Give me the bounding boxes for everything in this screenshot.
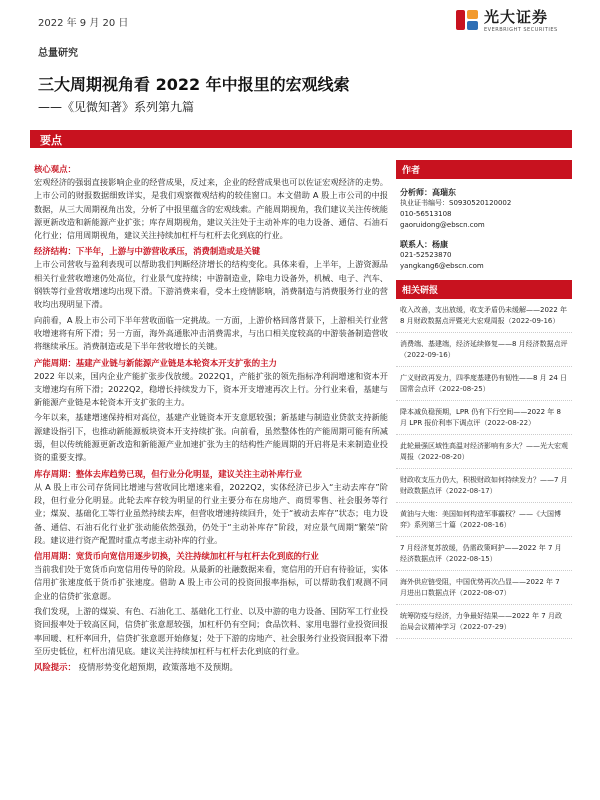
core-view-paragraph: 宏观经济的强弱直接影响企业的经营成果，反过来，企业的经营成果也可以佐证宏观经济的走势。上市公司的财报数据细致详实，是我们观察微观结构的较佳窗口。本文借助 A 股上市公司的中报数据，从三大周期视角出发，分析了中报里蕴含的宏观线索。产能周期视角，我们建议关注传统能源更新改造和新能源产业扩张；库存周期视角，建议关注处于主动补库的电力设备、通信、石油石化行业；信用周期视角，建议关注持续加杠杆与杠杆去化到底的行业。 [34, 177, 388, 241]
related-report-item[interactable]: 黄油与大炮：美国如何构造军事霸权？——《大国博弈》系列第三十篇（2022-08-16） [396, 503, 572, 537]
related-report-item[interactable]: 消费端、基建端，经济延续修复——8 月经济数据点评（2022-09-16） [396, 333, 572, 367]
capacity-cycle-paragraph-1: 2022 年以来，国内企业产能扩张步伐放缓。2022Q1，产能扩张的领先指标净利润增速和资本开支增速均有所下滑；2022Q2，稳增长持续发力下，资本开支增速再次上行。分行业来看，基建与新能源产业链是本轮资本开支扩张的主力。 [34, 370, 388, 408]
capacity-cycle-paragraph-2: 今年以来，基建增速保持相对高位，基建产业链资本开支意愿较强；新基建与制造业贷款支持新能源建设指引下，也推动新能源板块资本开支持续扩张。向前看，虽然整体性的产能周期可能有所减弱，但以传统能源更新改造和新能源产业加速扩张为主的结构性产能周期的开启将是未来制造业投资的重要支撑。 [34, 412, 388, 463]
economic-structure-heading: 经济结构：下半年，上游与中游营收承压，消费制造或是关键 [34, 246, 261, 257]
main-content [34, 160, 388, 674]
analyst-info [400, 187, 572, 231]
risk-heading: 风险提示： [34, 662, 76, 673]
risk-text: 疫情形势变化超预期，政策落地不及预期。 [78, 662, 238, 673]
contact-email[interactable]: yangkang6@ebscn.com [400, 262, 484, 270]
contact-phone: 021-52523870 [400, 251, 452, 259]
inventory-cycle-heading: 库存周期：整体去库趋势已现，但行业分化明显，建议关注主动补库行业 [34, 468, 302, 479]
inventory-cycle-paragraph: 从 A 股上市公司存货同比增速与营收同比增速来看，2022Q2，实体经济已步入“主动去库存”阶段，但行业分化明显。此轮去库存较为明显的行业主要分布在房地产、商贸零售、社会服务等行业；煤炭、基础化工等行业虽然持续去库，但营收增速持续回升，处于“被动去库存”状态；电力设备、通信、石油石化行业扩张动能依然强劲，仍处于“主动补库存”阶段，对应景气周期“繁荣”阶段。建议进行资产配置时重点考虑主动补库的行业。 [34, 481, 388, 545]
report-title: 三大周期视角看 2022 年中报里的宏观线索 [38, 75, 350, 94]
core-view-heading: 核心观点： [34, 164, 76, 174]
related-report-item[interactable]: 7 月经济复苏放缓，仍需政策呵护——2022 年 7 月经济数据点评（2022-08-15） [396, 537, 572, 571]
related-report-item[interactable]: 广义财政再发力，四季度基建仍有韧性——8 月 24 日国常会点评（2022-08-25） [396, 367, 572, 401]
economic-structure-paragraph-1: 上市公司营收与盈利表现可以帮助我们判断经济增长的结构变化。具体来看，上半年，上游资源品相关行业营收增速仍处高位，行业景气度持续；中游制造业，除电力设备外，机械、电子、汽车、钢铁等行业营收增速均出现下滑。下游消费来看，受本土疫情影响，消费制造与消费服务行业的营收均出现明显下滑。 [34, 259, 388, 310]
report-subtitle: ——《见微知著》系列第九篇 [38, 100, 195, 114]
logo-english-name: EVERBRIGHT SECURITIES [484, 27, 558, 33]
credit-cycle-paragraph-1: 当前我们处于宽货币向宽信用传导的阶段。从最新的社融数据来看，宽信用的开启有待验证，实体信用扩张速度低于货币扩张速度。借助 A 股上市公司的投资回报率指标，可以帮助我们观测不同企业的信贷扩张意愿。 [34, 564, 388, 601]
credit-cycle-paragraph-2: 我们发现，上游的煤炭、有色、石油化工、基础化工行业、以及中游的电力设备、国防军工行业投资回报率处于较高区间，信贷扩张意愿较强，加杠杆仍有空间；食品饮料、家用电器行业投资回报率回暖、杠杆率回升，信贷扩张意愿开始修复；处于下游的房地产、社会服务行业投资回报率下滑至历史低位，杠杆出清见底。建议关注持续加杠杆与杠杆去化到底的行业。 [34, 606, 388, 656]
contact-name: 联系人：杨康 [400, 240, 448, 249]
credit-cycle-heading: 信用周期：宽货币向宽信用逐步切换，关注持续加杠杆与杠杆去化到底的行业 [34, 551, 319, 562]
risk-warning [34, 661, 388, 674]
related-report-item[interactable]: 降本减负稳预期，LPR 仍有下行空间——2022 年 8 月 LPR 报价利率下调点评（2022-08-22） [396, 401, 572, 435]
brand-logo [456, 6, 558, 33]
related-report-item[interactable]: 此轮最强区域性高温对经济影响有多大？——光大宏观周报（2022-08-20） [396, 435, 572, 469]
related-report-item[interactable]: 收入改善，支出放缓，收支矛盾仍未缓解——2022 年 8 月财政数据点评暨光大宏观周报（2022-09-16） [396, 299, 572, 333]
report-category: 总量研究 [38, 48, 78, 59]
sidebar [396, 160, 572, 639]
analyst-name: 分析师：高瑞东 [400, 188, 456, 197]
related-report-item[interactable]: 财政收支压力仍大，积极财政如何持续发力？——7 月财政数据点评（2022-08-17） [396, 469, 572, 503]
key-points-label: 要点 [40, 134, 62, 147]
report-date: 2022 年 9 月 20 日 [38, 18, 129, 29]
economic-structure-paragraph-2: 向前看，A 股上市公司下半年营收面临一定挑战。一方面，上游价格回落背景下，上游相关行业营收增速将有所下滑；另一方面，海外高通胀冲击消费需求，与出口相关度较高的中游装备制造营收将继续承压。消费制造或是下半年营收增长的关键。 [34, 314, 388, 352]
contact-info [400, 239, 572, 272]
analyst-cert: 执业证书编号：S0930520120002 [400, 199, 512, 207]
related-reports-heading: 相关研报 [396, 280, 572, 299]
related-report-item[interactable]: 统筹防疫与经济，力争最好结果——2022 年 7 月政治局会议精神学习（2022-07-29） [396, 605, 572, 639]
analyst-phone: 010-56513108 [400, 210, 452, 218]
capacity-cycle-heading: 产能周期：基建产业链与新能源产业链是本轮资本开支扩张的主力 [34, 357, 277, 368]
analyst-email[interactable]: gaoruidong@ebscn.com [400, 221, 485, 229]
related-reports-list [396, 299, 572, 639]
logo-name: 光大证券 [484, 8, 549, 26]
key-points-bar [30, 130, 572, 148]
related-report-item[interactable]: 海外供应链受阻，中国优势再次凸显——2022 年 7 月进出口数据点评（2022-08-07） [396, 571, 572, 605]
authors-heading: 作者 [396, 160, 572, 179]
everbright-logo-icon [456, 8, 480, 32]
